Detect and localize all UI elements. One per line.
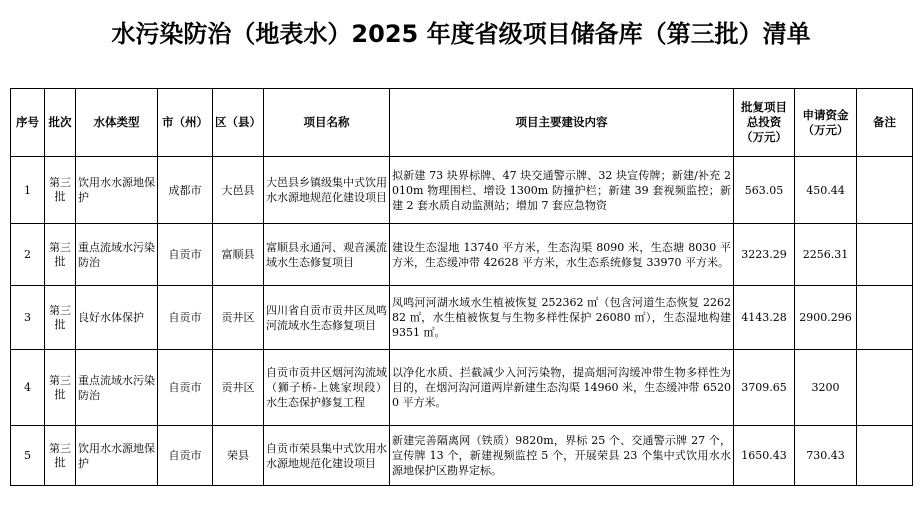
cell-remark [857, 286, 913, 350]
cell-content: 凤鸣河河湖水域水生植被恢复 252362 ㎡（包含河道生态恢复 226282 ㎡，水生植被恢复与生物多样性保护 26080 ㎡），生态湿地构建 9351 ㎡。 [390, 286, 734, 350]
cell-seq: 3 [11, 286, 45, 350]
cell-funds: 450.44 [795, 157, 857, 224]
cell-investment: 563.05 [734, 157, 795, 224]
cell-batch: 第三批 [45, 350, 76, 426]
header-city: 市（州） [158, 89, 213, 157]
cell-city: 自贡市 [158, 224, 213, 286]
cell-county: 富顺县 [213, 224, 264, 286]
header-water-type: 水体类型 [76, 89, 158, 157]
header-funds: 申请资金（万元） [795, 89, 857, 157]
cell-remark [857, 426, 913, 486]
cell-county: 大邑县 [213, 157, 264, 224]
cell-content: 建设生态湿地 13740 平方米，生态沟渠 8090 米，生态塘 8030 平方米，生态缓冲带 42628 平方米，水生态系统修复 33970 平方米。 [390, 224, 734, 286]
cell-content: 拟新建 73 块界标牌、47 块交通警示牌、32 块宣传牌；新建/补充 2010m 物理围栏、增设 1300m 防撞护栏；新建 39 套视频监控；新建 2 套水质自动监测站；增加 7 套应急物资 [390, 157, 734, 224]
cell-investment: 1650.43 [734, 426, 795, 486]
document-title: 水污染防治（地表水）2025 年度省级项目储备库（第三批）清单 [111, 20, 811, 48]
cell-batch: 第三批 [45, 286, 76, 350]
table-row [11, 157, 913, 224]
table-row [11, 224, 913, 286]
cell-city: 成都市 [158, 157, 213, 224]
cell-content: 以净化水质、拦截减少入河污染物，提高烟河沟缓冲带生物多样性为目的，在烟河沟河道两岸新建生态沟渠 14960 米，生态缓冲带 65200 平方米。 [390, 350, 734, 426]
project-table [10, 88, 913, 486]
cell-city: 自贡市 [158, 426, 213, 486]
header-county: 区（县） [213, 89, 264, 157]
cell-remark [857, 350, 913, 426]
cell-seq: 2 [11, 224, 45, 286]
cell-water-type: 重点流域水污染防治 [76, 224, 158, 286]
header-investment: 批复项目总投资（万元） [734, 89, 795, 157]
cell-project-name: 自贡市贡井区烟河沟流域（狮子桥-上姚家坝段）水生态保护修复工程 [264, 350, 390, 426]
header-content: 项目主要建设内容 [390, 89, 734, 157]
header-seq: 序号 [11, 89, 45, 157]
cell-batch: 第三批 [45, 224, 76, 286]
table-header-row [11, 89, 913, 157]
cell-city: 自贡市 [158, 350, 213, 426]
cell-remark [857, 224, 913, 286]
cell-county: 贡井区 [213, 286, 264, 350]
header-batch: 批次 [45, 89, 76, 157]
cell-seq: 1 [11, 157, 45, 224]
cell-content: 新建完善隔离网（铁质）9820m，界标 25 个、交通警示牌 27 个，宣传牌 13 个，新建视频监控 5 个，开展荣县 23 个集中式饮用水水源地保护区勘界定标。 [390, 426, 734, 486]
header-remark: 备注 [857, 89, 913, 157]
table-row [11, 286, 913, 350]
cell-county: 贡井区 [213, 350, 264, 426]
cell-investment: 4143.28 [734, 286, 795, 350]
cell-project-name: 大邑县乡镇级集中式饮用水水源地规范化建设项目 [264, 157, 390, 224]
cell-batch: 第三批 [45, 426, 76, 486]
cell-investment: 3223.29 [734, 224, 795, 286]
header-project-name: 项目名称 [264, 89, 390, 157]
table-row [11, 350, 913, 426]
cell-seq: 4 [11, 350, 45, 426]
table-row [11, 426, 913, 486]
cell-remark [857, 157, 913, 224]
cell-funds: 730.43 [795, 426, 857, 486]
cell-seq: 5 [11, 426, 45, 486]
cell-water-type: 重点流域水污染防治 [76, 350, 158, 426]
cell-water-type: 良好水体保护 [76, 286, 158, 350]
cell-funds: 3200 [795, 350, 857, 426]
cell-investment: 3709.65 [734, 350, 795, 426]
cell-funds: 2256.31 [795, 224, 857, 286]
cell-project-name: 富顺县永通河、观音溪流域水生态修复项目 [264, 224, 390, 286]
cell-project-name: 自贡市荣县集中式饮用水水源地规范化建设项目 [264, 426, 390, 486]
cell-batch: 第三批 [45, 157, 76, 224]
cell-county: 荣县 [213, 426, 264, 486]
cell-project-name: 四川省自贡市贡井区凤鸣河流域水生态修复项目 [264, 286, 390, 350]
cell-water-type: 饮用水水源地保护 [76, 426, 158, 486]
cell-funds: 2900.296 [795, 286, 857, 350]
cell-city: 自贡市 [158, 286, 213, 350]
cell-water-type: 饮用水水源地保护 [76, 157, 158, 224]
